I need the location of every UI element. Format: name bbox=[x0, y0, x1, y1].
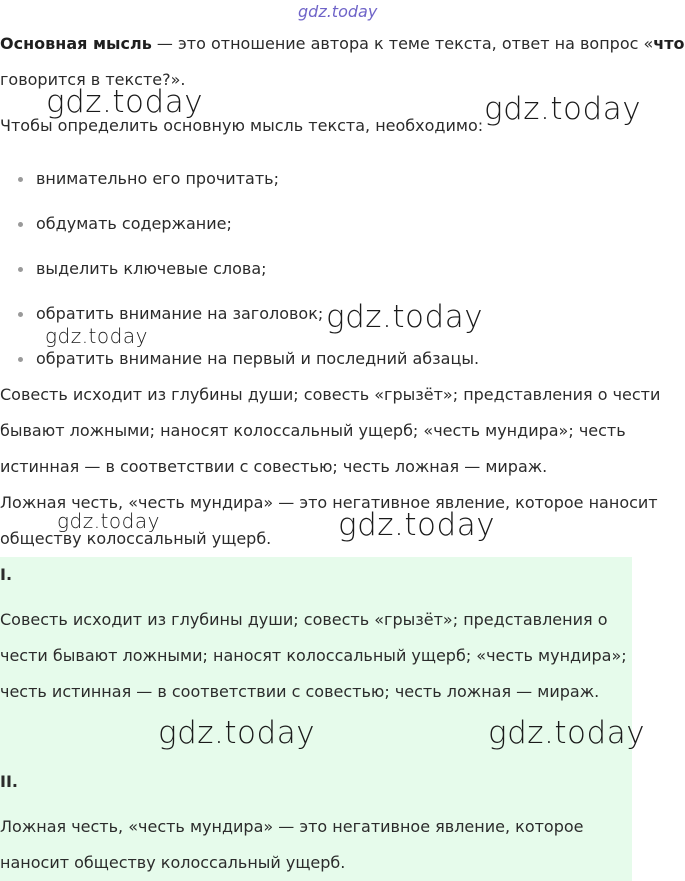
watermark-top: gdz.today bbox=[298, 2, 378, 21]
bullet-icon bbox=[18, 357, 23, 362]
bullet-icon bbox=[18, 177, 23, 182]
watermark: gdz.today bbox=[45, 324, 148, 348]
list-item: обдумать содержание; bbox=[18, 212, 232, 236]
watermark: gdz.today bbox=[488, 715, 646, 751]
intro-line-3: Чтобы определить основную мысль текста, необходимо: bbox=[0, 116, 484, 135]
answer-1-line-2: чести бывают ложными; наносят колоссальный ущерб; «честь мундира»; bbox=[0, 646, 627, 665]
intro-line-1-bold-end: что bbox=[653, 34, 685, 53]
answer-1-line-1: Совесть исходит из глубины души; совесть «грызёт»; представления о bbox=[0, 610, 608, 629]
list-item: выделить ключевые слова; bbox=[18, 257, 267, 281]
answer-2-line-2: наносит обществу колоссальный ущерб. bbox=[0, 853, 346, 872]
answer-1-line-3: честь истинная — в соответствии с совестью; честь ложная — мираж. bbox=[0, 682, 600, 701]
watermark: gdz.today bbox=[326, 299, 484, 335]
list-item: обратить внимание на заголовок; bbox=[18, 302, 323, 326]
keywords-line-1: Совесть исходит из глубины души; совесть «грызёт»; представления о чести bbox=[0, 385, 661, 404]
list-item: внимательно его прочитать; bbox=[18, 167, 279, 191]
watermark: gdz.today bbox=[46, 84, 204, 120]
bullet-icon bbox=[18, 222, 23, 227]
main-idea-line-1: Ложная честь, «честь мундира» — это негативное явление, которое наносит bbox=[0, 493, 658, 512]
answer-2-line-1: Ложная честь, «честь мундира» — это негативное явление, которое bbox=[0, 817, 584, 836]
main-idea-line-2: обществу колоссальный ущерб. bbox=[0, 529, 272, 548]
section-2-label: II. bbox=[0, 772, 18, 791]
watermark: gdz.today bbox=[338, 507, 496, 543]
section-1-label: I. bbox=[0, 565, 13, 584]
intro-line-1-text: — это отношение автора к теме текста, ответ на вопрос « bbox=[151, 34, 654, 53]
bullet-icon bbox=[18, 312, 23, 317]
keywords-line-3: истинная — в соответствии с совестью; честь ложная — мираж. bbox=[0, 457, 548, 476]
list-item: обратить внимание на первый и последний абзацы. bbox=[18, 347, 479, 371]
keywords-line-2: бывают ложными; наносят колоссальный ущерб; «честь мундира»; честь bbox=[0, 421, 626, 440]
bullet-icon bbox=[18, 267, 23, 272]
main-idea-term: Основная мысль bbox=[0, 34, 152, 53]
watermark: gdz.today bbox=[57, 509, 160, 533]
intro-line-1 bbox=[0, 26, 685, 62]
watermark: gdz.today bbox=[484, 91, 642, 127]
intro-line-2: говорится в тексте?». bbox=[0, 70, 186, 89]
watermark: gdz.today bbox=[158, 715, 316, 751]
